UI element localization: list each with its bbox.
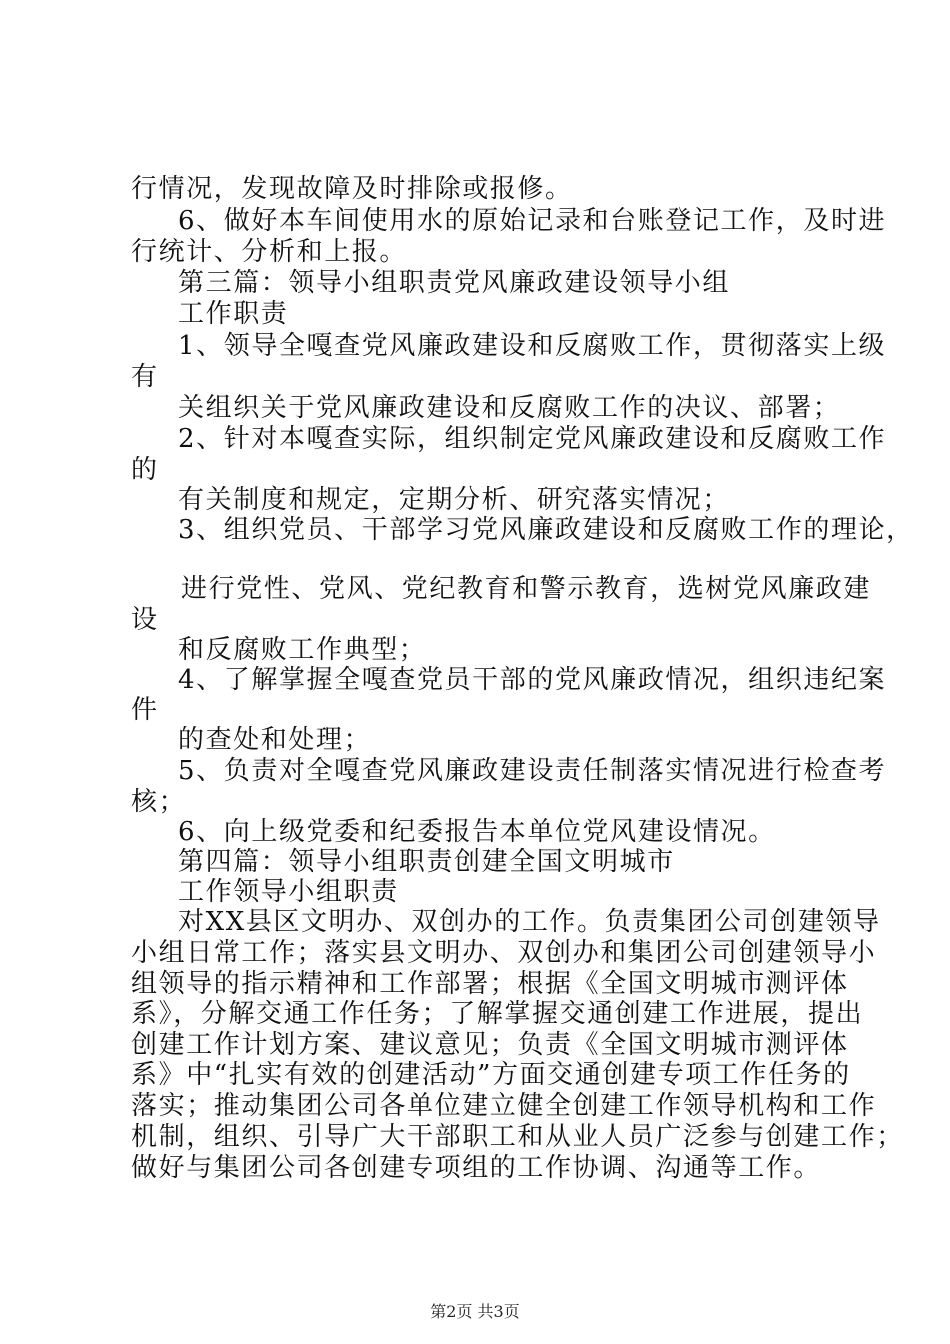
text-line: 1、领导全嘎查党风廉政建设和反腐败工作，贯彻落实上级 xyxy=(178,331,887,361)
section-subheading: 工作领导小组职责 xyxy=(178,877,399,907)
text-line: 2、针对本嘎查实际，组织制定党风廉政建设和反腐败工作 xyxy=(178,424,887,454)
page-number-footer: 第2页 共3页 xyxy=(430,1302,520,1321)
text-line: 做好与集团公司各创建专项组的工作协调、沟通等工作。 xyxy=(131,1153,822,1183)
section-subheading: 工作职责 xyxy=(178,299,289,329)
text-line: 落实；推动集团公司各单位建立健全创建工作领导机构和工作 xyxy=(131,1091,877,1121)
text-line: 5、负责对全嘎查党风廉政建设责任制落实情况进行检查考 xyxy=(178,756,887,786)
text-line: 创建工作计划方案、建议意见；负责《全国文明城市测评体 xyxy=(131,1030,849,1060)
text-line: 小组日常工作；落实县文明办、双创办和集团公司创建领导小 xyxy=(131,938,877,968)
text-line: 系》，分解交通工作任务；了解掌握交通创建工作进展，提出 xyxy=(131,999,864,1029)
text-line: 进行党性、党风、党纪教育和警示教育，选树党风廉政建 xyxy=(181,574,872,604)
text-line: 的查处和处理； xyxy=(178,725,372,755)
text-line: 机制，组织、引导广大干部职工和从业人员广泛参与创建工作； xyxy=(131,1122,904,1152)
text-line: 4、了解掌握全嘎查党员干部的党风廉政情况，组织违纪案 xyxy=(178,665,887,695)
text-line: 设 xyxy=(131,605,159,635)
text-line: 3、组织党员、干部学习党风廉政建设和反腐败工作的理论， xyxy=(178,515,914,545)
text-line: 关组织关于党风廉政建设和反腐败工作的决议、部署； xyxy=(178,393,841,423)
section-heading: 第三篇：领导小组职责党风廉政建设领导小组 xyxy=(178,268,731,298)
text-line: 行情况，发现故障及时排除或报修。 xyxy=(131,174,573,204)
text-line: 6、向上级党委和纪委报告本单位党风建设情况。 xyxy=(178,817,776,847)
section-heading: 第四篇：领导小组职责创建全国文明城市 xyxy=(178,847,675,877)
text-line: 对XX县区文明办、双创办的工作。负责集团公司创建领导 xyxy=(178,907,881,937)
text-line: 有 xyxy=(131,362,159,392)
text-line: 系》中“扎实有效的创建活动”方面交通创建专项工作任务的 xyxy=(131,1060,851,1090)
text-line: 和反腐败工作典型； xyxy=(178,635,427,665)
text-line: 有关制度和规定，定期分析、研究落实情况； xyxy=(178,485,731,515)
text-line: 行统计、分析和上报。 xyxy=(131,237,408,267)
text-line: 核； xyxy=(131,787,187,817)
text-line: 6、做好本车间使用水的原始记录和台账登记工作，及时进 xyxy=(178,206,887,236)
text-line: 的 xyxy=(131,455,159,485)
text-line: 组领导的指示精神和工作部署；根据《全国文明城市测评体 xyxy=(131,969,849,999)
text-line: 件 xyxy=(131,695,159,725)
